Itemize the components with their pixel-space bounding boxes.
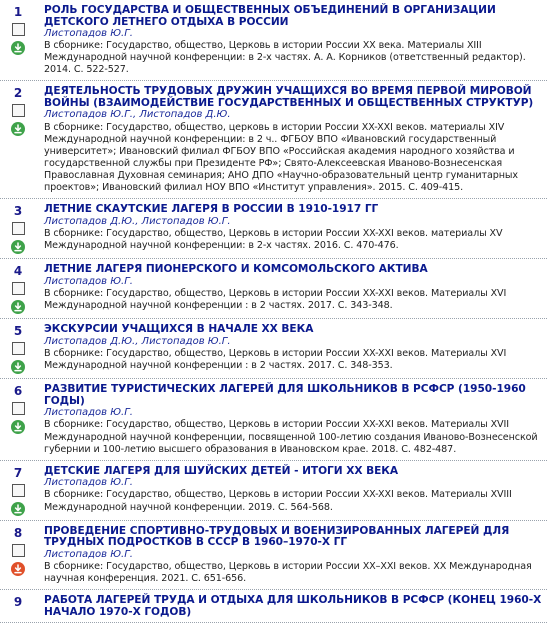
select-checkbox[interactable]	[12, 342, 25, 355]
publication-title[interactable]: ЛЕТНИЕ СКАУТСКИЕ ЛАГЕРЯ В РОССИИ В 1910-1917 ГГ	[44, 203, 379, 216]
publication-title[interactable]: РОЛЬ ГОСУДАРСТВА И ОБЩЕСТВЕННЫХ ОБЪЕДИНЕНИЙ В ОРГАНИЗАЦИИ ДЕТСКОГО ЛЕТНЕГО ОТДЫХА В РОССИИ	[44, 4, 496, 28]
publication-source: В сборнике: Государство, общество, Церковь в истории России XX–XXI веков. XX Международная научная конференция. 2021. С. 651-656.	[44, 560, 532, 585]
publication-authors: Листопадов Ю.Г.	[44, 407, 133, 419]
select-checkbox[interactable]	[12, 23, 25, 36]
publication-authors: Листопадов Д.Ю., Листопадов Ю.Г.	[44, 335, 231, 347]
item-number: 1	[13, 5, 23, 19]
item-details	[44, 595, 543, 618]
publication-item	[0, 590, 547, 623]
item-details	[44, 466, 543, 516]
item-controls	[0, 466, 44, 516]
publication-title[interactable]: РАЗВИТИЕ ТУРИСТИЧЕСКИХ ЛАГЕРЕЙ ДЛЯ ШКОЛЬНИКОВ В РСФСР (1950-1960 ГОДЫ)	[44, 383, 526, 407]
select-checkbox[interactable]	[12, 222, 25, 235]
item-details	[44, 204, 543, 254]
publication-authors: Листопадов Ю.Г.	[44, 28, 133, 39]
select-checkbox[interactable]	[12, 484, 25, 497]
publication-item	[0, 199, 547, 259]
item-number: 9	[13, 595, 23, 610]
item-number: 2	[13, 86, 23, 101]
item-number: 5	[13, 324, 23, 339]
item-details	[44, 324, 543, 374]
publication-source: В сборнике: Государство, общество, Церковь в истории России XX-XXI веков. Материалы XVI Международной научной конференции : в 2 частях. 2017. С. 343-348.	[44, 287, 507, 312]
item-details	[44, 526, 543, 585]
publication-source: В сборнике: Государство, общество, церковь в истории России XX-XXI веков. материалы XIV Международной научной конференции: в 2 ч.. ФГБОУ ВПО «Ивановский государственный университет»; Ивановский филиал ФГБОУ ВПО «Российская академия народного хозяйства и государственной службы при Президенте РФ»; Свято-Алексеевская Иваново-Вознесенская Православная Духовная семинария; АНО ДПО «Научно-образовательный центр гуманитарных проектов»; Ивановский филиал НОУ ВПО «Институт управления». 2015. С. 409-415.	[44, 121, 518, 194]
publication-item	[0, 319, 547, 379]
download-icon[interactable]	[11, 360, 25, 374]
publication-title[interactable]: ЭКСКУРСИИ УЧАЩИХСЯ В НАЧАЛЕ XX ВЕКА	[44, 323, 314, 336]
download-icon[interactable]	[11, 502, 25, 516]
publication-item	[0, 0, 547, 81]
select-checkbox[interactable]	[12, 104, 25, 117]
item-details	[44, 264, 543, 314]
item-details	[44, 384, 543, 455]
download-icon[interactable]	[11, 300, 25, 314]
publication-title[interactable]: ДЕЯТЕЛЬНОСТЬ ТРУДОВЫХ ДРУЖИН УЧАЩИХСЯ ВО ВРЕМЯ ПЕРВОЙ МИРОВОЙ ВОЙНЫ (ВЗАИМОДЕЙСТВИЕ ГОСУДАРСТВЕННЫХ И ОБЩЕСТВЕННЫХ СТРУКТУР)	[44, 85, 534, 109]
item-number: 7	[13, 465, 23, 480]
select-checkbox[interactable]	[12, 544, 25, 557]
item-controls	[0, 204, 44, 254]
publication-item	[0, 521, 547, 590]
select-checkbox[interactable]	[12, 282, 25, 295]
item-controls	[0, 526, 44, 585]
publication-source: В сборнике: Государство, общество, Церковь в истории России XX-XXI веков. материалы XV Международной научной конференции: в 2-х частях. 2016. С. 470-476.	[44, 227, 503, 252]
publication-title[interactable]: ПРОВЕДЕНИЕ СПОРТИВНО-ТРУДОВЫХ И ВОЕНИЗИРОВАННЫХ ЛАГЕРЕЙ ДЛЯ ТРУДНЫХ ПОДРОСТКОВ В СССР В 1960–1970-Х ГГ	[44, 524, 510, 549]
publication-source: В сборнике: Государство, общество, Церковь в истории России XX-XXI веков. Материалы XVI Международной научной конференции : в 2 частях. 2017. С. 348-353.	[44, 347, 507, 372]
item-controls	[0, 324, 44, 374]
item-number: 8	[13, 525, 23, 540]
download-icon[interactable]	[11, 122, 25, 136]
publication-authors: Листопадов Ю.Г.	[44, 477, 133, 489]
publication-item	[0, 461, 547, 521]
download-icon[interactable]	[11, 240, 25, 254]
publication-item	[0, 81, 547, 199]
item-controls	[0, 5, 44, 76]
download-icon[interactable]	[11, 41, 25, 55]
item-controls	[0, 86, 44, 194]
publication-authors: Листопадов Ю.Г., Листопадов Д.Ю.	[44, 109, 231, 121]
publication-source: В сборнике: Государство, общество, Церковь в истории России XX-XXI веков. Материалы XVII Международной научной конференции, посвященной 100-летию создания Иваново-Вознесенской губернии и 100-летию высшего образования в Ивановском крае. 2018. С. 482-487.	[44, 419, 538, 455]
item-number: 3	[13, 204, 23, 219]
publication-source: В сборнике: Государство, общество, Церковь в истории России XX века. Материалы XIII Международной научной конференции: в 2-х частях. А. А. Корников (ответственный редактор). 2014. С. 522-527.	[44, 40, 526, 76]
publication-authors: Листопадов Ю.Г.	[44, 548, 133, 560]
publication-authors: Листопадов Ю.Г.	[44, 275, 133, 287]
item-number: 4	[13, 264, 23, 279]
item-number: 6	[13, 384, 23, 399]
item-details	[44, 86, 543, 194]
select-checkbox[interactable]	[12, 402, 25, 415]
publication-item	[0, 379, 547, 460]
publication-item	[0, 259, 547, 319]
publication-authors: Листопадов Д.Ю., Листопадов Ю.Г.	[44, 215, 231, 227]
publication-title[interactable]: РАБОТА ЛАГЕРЕЙ ТРУДА И ОТДЫХА ДЛЯ ШКОЛЬНИКОВ В РСФСР (КОНЕЦ 1960-Х НАЧАЛО 1970-Х ГОДОВ)	[44, 594, 542, 618]
item-controls	[0, 384, 44, 455]
publication-source: В сборнике: Государство, общество, Церковь в истории России XX-XXI веков. Материалы XVIII Международной научной конференции. 2019. С. 564-568.	[44, 489, 512, 513]
item-controls	[0, 595, 44, 618]
item-controls	[0, 264, 44, 314]
item-details	[44, 5, 543, 76]
download-icon[interactable]	[11, 562, 25, 576]
publication-title[interactable]: ЛЕТНИЕ ЛАГЕРЯ ПИОНЕРСКОГО И КОМСОМОЛЬСКОГО АКТИВА	[44, 263, 428, 276]
publication-title[interactable]: ДЕТСКИЕ ЛАГЕРЯ ДЛЯ ШУЙСКИХ ДЕТЕЙ - ИТОГИ XX ВЕКА	[44, 464, 399, 477]
download-icon[interactable]	[11, 420, 25, 434]
